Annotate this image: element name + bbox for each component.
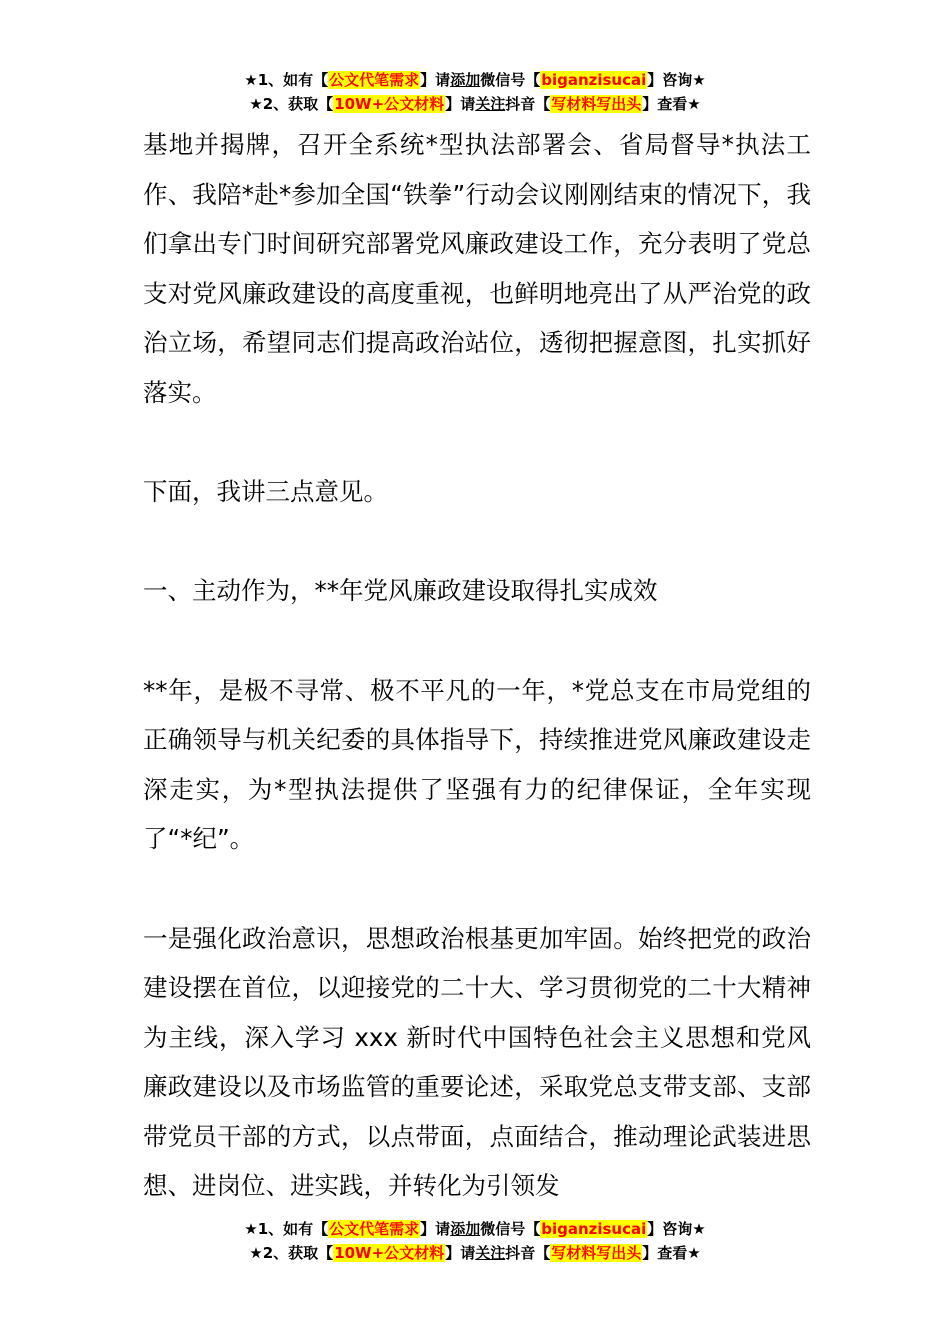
banner-highlight: 写材料写出头: [551, 1244, 642, 1262]
document-body: [143, 120, 811, 1211]
banner-line-1: ★1、如有【公文代笔需求】请添加微信号【biganzisucai】咨询★: [244, 1220, 706, 1238]
paragraph: 基地并揭牌，召开全系统*型执法部署会、省局督导*执法工作、我陪*赴*参加全国“铁拳”行动会议刚刚结束的情况下，我们拿出专门时间研究部署党风廉政建设工作，充分表明了党总支对党风廉政建设的高度重视，也鲜明地亮出了从严治党的政治立场，希望同志们提高政治站位，透彻把握意图，扎实抓好落实。: [143, 130, 811, 407]
banner-highlight: biganzisucai: [541, 71, 647, 89]
banner-highlight: 公文代笔需求: [329, 71, 420, 89]
banner-line-2: ★2、获取【10W+公文材料】请关注抖音【写材料写出头】查看★: [249, 95, 701, 113]
banner-highlight: biganzisucai: [541, 1220, 647, 1238]
paragraph: 一是强化政治意识，思想政治根基更加牢固。始终把党的政治建设摆在首位，以迎接党的二十大、学习贯彻党的二十大精神为主线，深入学习 xxx 新时代中国特色社会主义思想和党风廉政建设以及市场监管的重要论述，采取党总支带支部、支部带党员干部的方式，以点带面，点面结合，推动理论武装进思想、进岗位、进实践，并转化为引领发: [143, 923, 811, 1201]
section-heading: 一、主动作为，**年党风廉政建设取得扎实成效: [143, 576, 658, 606]
banner-highlight: 公文代笔需求: [329, 1220, 420, 1238]
footer-banner: [0, 1217, 950, 1265]
header-banner: [0, 68, 950, 116]
banner-highlight: 写材料写出头: [551, 95, 642, 113]
banner-line-1: ★1、如有【公文代笔需求】请添加微信号【biganzisucai】咨询★: [244, 71, 706, 89]
banner-line-2: ★2、获取【10W+公文材料】请关注抖音【写材料写出头】查看★: [249, 1244, 701, 1262]
banner-highlight: 10W+公文材料: [334, 95, 445, 113]
paragraph: **年，是极不寻常、极不平凡的一年，*党总支在市局党组的正确领导与机关纪委的具体指导下，持续推进党风廉政建设走深走实，为*型执法提供了坚强有力的纪律保证，全年实现了“*纪”。: [143, 675, 811, 854]
banner-highlight: 10W+公文材料: [334, 1244, 445, 1262]
paragraph: 下面，我讲三点意见。: [143, 477, 388, 507]
